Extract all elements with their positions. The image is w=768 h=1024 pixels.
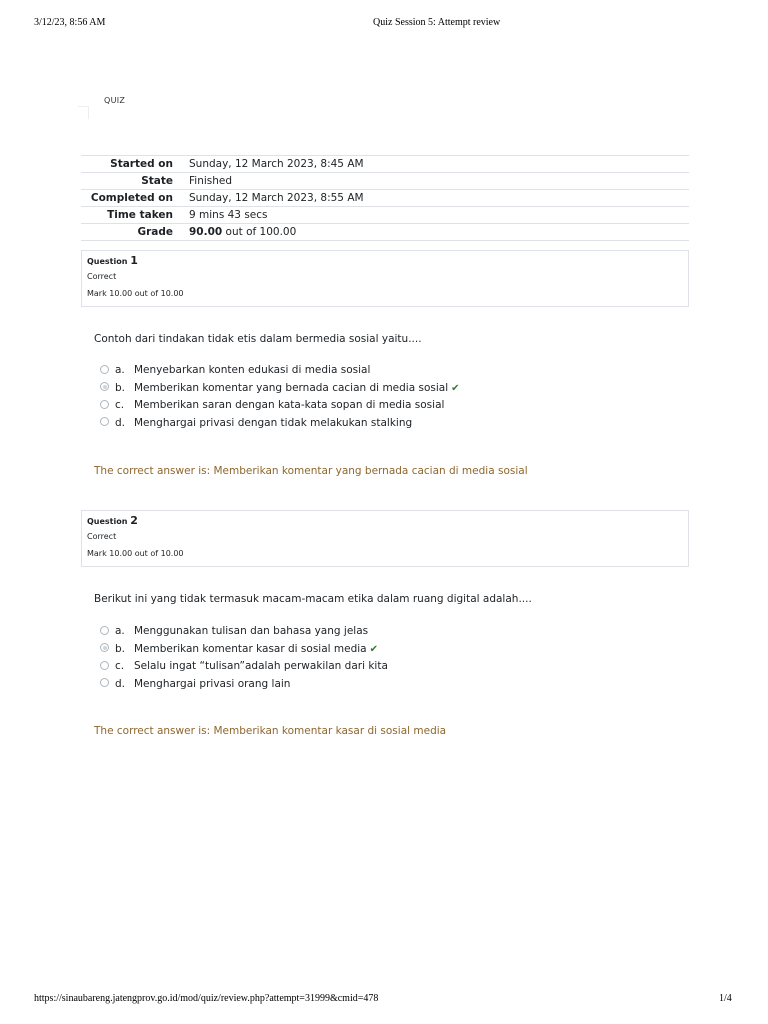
option-letter: b. [115, 642, 126, 655]
answer-option[interactable] [100, 658, 388, 676]
question-1-answers [100, 362, 460, 432]
correct-check-icon: ✔ [369, 643, 378, 655]
option-letter: a. [115, 364, 125, 376]
question-label: Question [87, 257, 131, 266]
question-mark: Mark 10.00 out of 10.00 [87, 549, 184, 558]
question-label: Question [87, 517, 131, 526]
radio-icon[interactable] [100, 661, 109, 670]
question-number-value: 1 [130, 254, 138, 267]
question-1-text: Contoh dari tindakan tidak etis dalam bermedia sosial yaitu.... [94, 333, 422, 345]
option-text: Memberikan komentar kasar di sosial media [134, 642, 367, 655]
grade-max: out of 100.00 [222, 226, 297, 238]
answer-option[interactable] [100, 676, 388, 694]
summary-row-completed [81, 190, 689, 207]
breadcrumb-divider [78, 106, 89, 119]
option-letter: a. [115, 625, 125, 637]
answer-option[interactable] [100, 623, 388, 641]
correct-check-icon: ✔ [451, 382, 460, 394]
radio-icon[interactable] [100, 417, 109, 426]
question-number [87, 514, 138, 527]
option-text: Selalu ingat “tulisan”adalah perwakilan dari kita [134, 660, 388, 672]
summary-row-time [81, 207, 689, 224]
answer-option-selected[interactable] [100, 641, 388, 659]
radio-icon[interactable] [100, 626, 109, 635]
summary-value: Sunday, 12 March 2023, 8:45 AM [183, 156, 689, 173]
question-number-value: 2 [130, 514, 138, 527]
answer-option[interactable] [100, 362, 460, 380]
summary-value: 9 mins 43 secs [183, 207, 689, 224]
print-page-number: 1/4 [719, 993, 732, 1004]
summary-row-state [81, 173, 689, 190]
question-mark: Mark 10.00 out of 10.00 [87, 289, 184, 298]
summary-row-started [81, 156, 689, 173]
summary-label: Completed on [81, 190, 183, 207]
question-2-answers [100, 623, 388, 693]
question-1-info [81, 250, 689, 307]
question-2-text: Berikut ini yang tidak termasuk macam-macam etika dalam ruang digital adalah.... [94, 593, 532, 605]
grade-score: 90.00 [189, 226, 223, 238]
summary-label: State [81, 173, 183, 190]
summary-value: Finished [183, 173, 689, 190]
question-2-feedback: The correct answer is: Memberikan komentar kasar di sosial media [94, 725, 447, 737]
question-state: Correct [87, 532, 117, 541]
radio-icon[interactable] [100, 365, 109, 374]
summary-value [183, 224, 689, 241]
summary-label: Grade [81, 224, 183, 241]
radio-icon[interactable] [100, 678, 109, 687]
option-text: Memberikan komentar yang bernada cacian di media sosial [134, 381, 449, 394]
summary-row-grade [81, 224, 689, 241]
option-text: Menggunakan tulisan dan bahasa yang jelas [134, 625, 369, 637]
option-text: Menghargai privasi orang lain [134, 677, 291, 690]
option-letter: c. [115, 399, 125, 411]
option-letter: d. [115, 416, 126, 429]
answer-option[interactable] [100, 397, 460, 415]
print-date: 3/12/23, 8:56 AM [34, 17, 106, 28]
attempt-summary-table [81, 155, 689, 241]
print-title: Quiz Session 5: Attempt review [373, 17, 501, 28]
option-text: Menyebarkan konten edukasi di media sosial [134, 364, 371, 376]
answer-option-selected[interactable] [100, 380, 460, 398]
option-letter: b. [115, 381, 126, 394]
print-url: https://sinaubareng.jatengprov.go.id/mod/quiz/review.php?attempt=31999&cmid=478 [34, 993, 379, 1004]
answer-option[interactable] [100, 415, 460, 433]
summary-label: Time taken [81, 207, 183, 224]
option-text: Memberikan saran dengan kata-kata sopan di media sosial [134, 399, 445, 411]
question-number [87, 254, 138, 267]
radio-checked-icon[interactable] [100, 643, 109, 652]
radio-checked-icon[interactable] [100, 382, 109, 391]
option-letter: c. [115, 660, 125, 672]
question-2-info [81, 510, 689, 567]
option-letter: d. [115, 677, 126, 690]
summary-value: Sunday, 12 March 2023, 8:55 AM [183, 190, 689, 207]
summary-label: Started on [81, 156, 183, 173]
breadcrumb-quiz[interactable]: QUIZ [104, 96, 126, 105]
radio-icon[interactable] [100, 400, 109, 409]
question-state: Correct [87, 272, 117, 281]
question-1-feedback: The correct answer is: Memberikan komentar yang bernada cacian di media sosial [94, 465, 528, 477]
option-text: Menghargai privasi dengan tidak melakukan stalking [134, 416, 413, 429]
